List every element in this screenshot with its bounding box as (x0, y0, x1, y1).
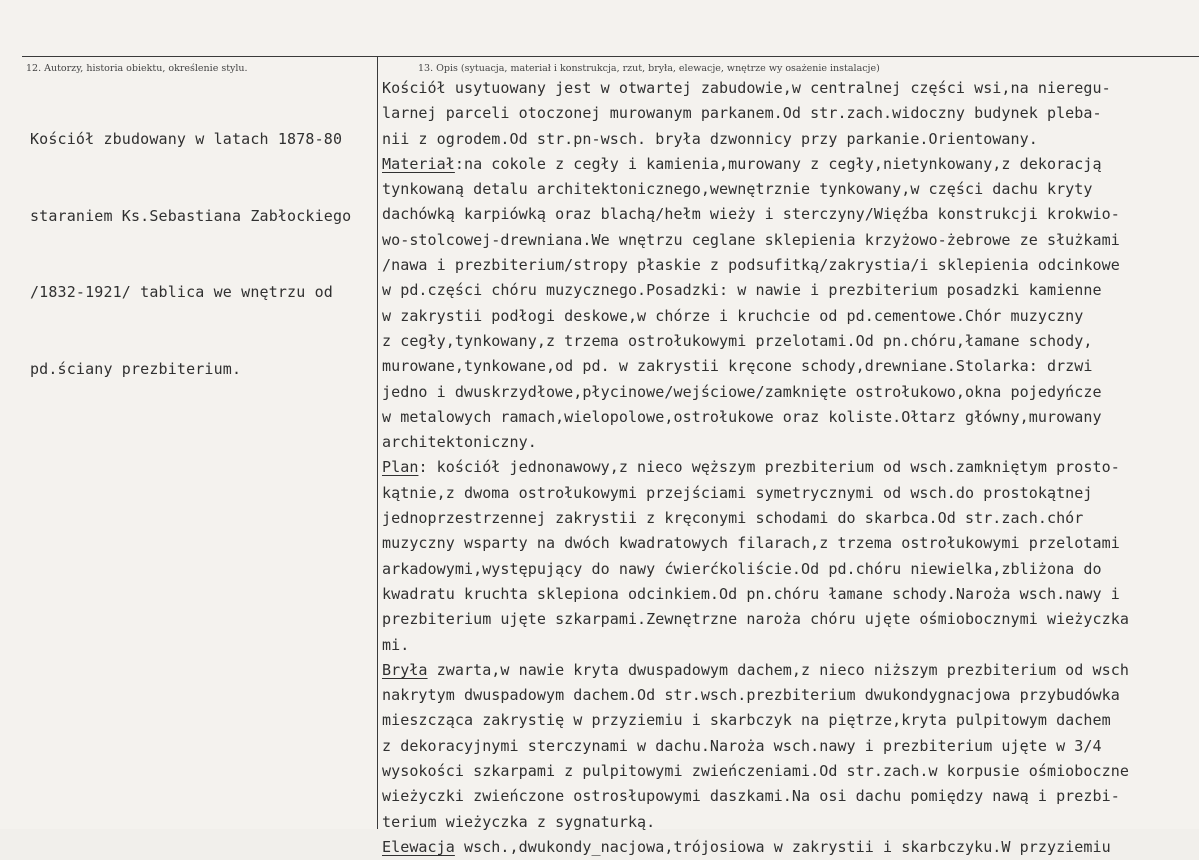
text-line (382, 683, 1199, 708)
text-line (382, 127, 1199, 152)
text-line (382, 481, 1199, 506)
text-line (382, 708, 1199, 733)
line-text: /nawa i prezbiterium/stropy płaskie z podsufitką/zakrystia/i sklepienia odcinkowe (382, 256, 1120, 275)
section-label: Plan (382, 458, 419, 477)
text-line (382, 380, 1199, 405)
line-text: wieżyczki zwieńczone ostrosłupowymi daszkami.Na osi dachu pomiędzy nawą i prezbi- (382, 787, 1120, 806)
text-line (382, 506, 1199, 531)
line-text: muzyczny wsparty na dwóch kwadratowych filarach,z trzema ostrołukowymi przelotami (382, 534, 1120, 553)
line-text: z dekoracyjnymi sterczynami w dachu.Naroża wsch.nawy i prezbiterium ujęte w 3/4 (382, 736, 1102, 755)
line-text: w zakrystii podłogi deskowe,w chórze i kruchcie od pd.cementowe.Chór muzyczny (382, 306, 1084, 325)
text-line (382, 405, 1199, 430)
text-line (382, 784, 1199, 809)
line-text: w metalowych ramach,wielopolowe,ostrołukowe oraz koliste.Ołtarz główny,murowany (382, 407, 1102, 426)
text-line (382, 759, 1199, 784)
line-text: dachówką karpiówką oraz blachą/hełm wieży i sterczyny/Więźba konstrukcji krokwio- (382, 205, 1120, 224)
line-text: wysokości szkarpami z pulpitowymi zwieńczeniami.Od str.zach.w korpusie ośmioboczne (382, 762, 1129, 781)
text-line: staraniem Ks.Sebastiana Zabłockiego (30, 206, 352, 225)
line-text: Kościół usytuowany jest w otwartej zabudowie,w centralnej części wsi,na nieregu- (382, 79, 1111, 97)
description-text (382, 76, 1199, 860)
section-12-header: 12. Autorzy, historia obiektu, określenie stylu. (26, 63, 248, 74)
line-text: zwarta,w nawie kryta dwuspadowym dachem,z nieco niższym prezbiterium od wsch (427, 660, 1129, 679)
line-text: :na cokole z cegły i kamienia,murowany z cegły,nietynkowany,z dekoracją (454, 154, 1102, 173)
line-text: nii z ogrodem.Od str.pn-wsch. bryła dzwonnicy przy parkanie.Orientowany. (382, 129, 1038, 148)
column-divider (377, 56, 378, 829)
text-line (382, 228, 1199, 253)
text-line (382, 152, 1199, 177)
line-text: kątnie,z dwoma ostrołukowymi przejściami symetrycznymi od wsch.do prostokątnej (382, 483, 1093, 502)
text-line (382, 76, 1199, 101)
text-line (382, 633, 1199, 658)
text-line (382, 835, 1199, 860)
line-text: murowane,tynkowane,od pd. w zakrystii kręcone schody,drewniane.Stolarka: drzwi (382, 357, 1093, 376)
text-line (382, 810, 1199, 835)
section-label: Materiał (382, 154, 455, 173)
section-13-header: 13. Opis (sytuacja, materiał i konstrukcja, rzut, bryła, elewacje, wnętrze wy osażenie instalacje) (418, 63, 880, 74)
line-text: jednoprzestrzennej zakrystii z kręconymi schodami do skarbca.Od str.zach.chór (382, 509, 1084, 528)
text-line (382, 101, 1199, 126)
text-line (382, 658, 1199, 683)
line-text: architektoniczny. (382, 433, 537, 452)
line-text: prezbiterium ujęte szkarpami.Zewnętrzne naroża chóru ujęte ośmiobocznymi wieżyczka (382, 610, 1129, 629)
line-text: mieszcząca zakrystię w przyziemiu i skarbczyk na piętrze,kryta pulpitowym dachem (382, 711, 1111, 730)
line-text: z cegły,tynkowany,z trzema ostrołukowymi przelotami.Od pn.chóru,łamane schody, (382, 331, 1093, 350)
line-text: larnej parceli otoczonej murowanym parkanem.Od str.zach.widoczny budynek pleba- (382, 104, 1102, 123)
text-line (382, 582, 1199, 607)
line-text: wsch.,dwukondy_nacjowa,trójosiowa w zakrystii i skarbczyku.W przyziemiu (454, 837, 1111, 856)
text-line (382, 304, 1199, 329)
text-line: pd.ściany prezbiterium. (30, 359, 242, 378)
text-line (382, 253, 1199, 278)
text-line (382, 531, 1199, 556)
line-text: terium wieżyczka z sygnaturką. (382, 812, 656, 831)
text-line (382, 430, 1199, 455)
text-line: /1832-1921/ tablica we wnętrzu od (30, 283, 333, 301)
line-text: arkadowymi,występujący do nawy ćwierćkoliście.Od pd.chóru niewielka,zbliżona do (382, 559, 1102, 578)
line-text: nakrytym dwuspadowym dachem.Od str.wsch.prezbiterium dwukondygnacjowa przybudówka (382, 686, 1120, 705)
text-line (382, 354, 1199, 379)
line-text: kwadratu kruchta sklepiona odcinkiem.Od pn.chóru łamane schody.Naroża wsch.nawy i (382, 584, 1120, 603)
line-text: tynkowaną detalu architektonicznego,wewnętrznie tynkowany,w części dachu kryty (382, 180, 1093, 199)
text-line: Kościół zbudowany w latach 1878-80 (30, 130, 343, 148)
text-line (382, 177, 1199, 202)
text-line (382, 734, 1199, 759)
section-label: Elewacja (382, 837, 455, 856)
line-text: jedno i dwuskrzydłowe,płycinowe/wejściowe/zamknięte ostrołukowo,okna pojedyńcze (382, 382, 1102, 401)
section-label: Bryła (382, 660, 428, 679)
text-line (382, 607, 1199, 632)
text-line (382, 455, 1199, 480)
text-line (382, 329, 1199, 354)
text-line (382, 557, 1199, 582)
line-text: mi. (382, 635, 410, 654)
text-line (382, 278, 1199, 303)
line-text: wo-stolcowej-drewniana.We wnętrzu ceglane sklepienia krzyżowo-żebrowe ze służkami (382, 230, 1120, 249)
text-line (382, 202, 1199, 227)
authors-history-text (30, 76, 351, 433)
line-text: w pd.części chóru muzycznego.Posadzki: w nawie i prezbiterium posadzki kamienne (382, 281, 1102, 300)
top-rule (22, 56, 1199, 57)
line-text: : kościół jednonawowy,z nieco węższym prezbiterium od wsch.zamkniętym prosto- (418, 458, 1120, 477)
